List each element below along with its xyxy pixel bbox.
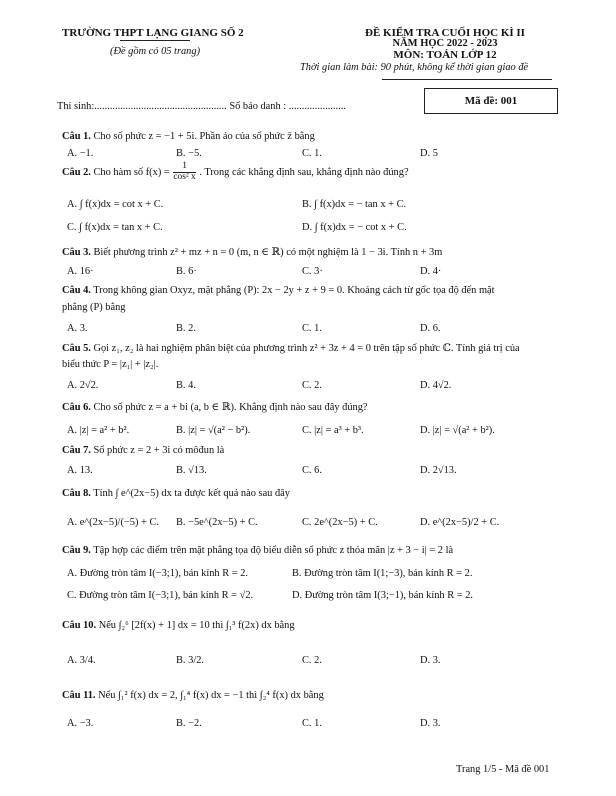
q8-number: Câu 8.: [62, 488, 91, 499]
q9-option-d: D. Đường tròn tâm I(3;−1), bán kính R = 2.: [292, 590, 473, 601]
time-underline: [382, 79, 552, 80]
q11-option-c: C. 1.: [302, 718, 322, 729]
q10-text: Nếu ∫₂⁶ [2f(x) + 1] dx = 10 thì ∫₁³ f(2x) dx bằng: [98, 620, 295, 631]
q8-option-d: D. e^(2x−5)/2 + C.: [420, 517, 500, 528]
question-5: [62, 342, 520, 354]
time-note: Thời gian làm bài: 90 phút, không kể thời gian giao đề: [300, 62, 529, 73]
question-8: [62, 488, 290, 499]
q5-option-d: D. 4√2.: [420, 380, 452, 391]
q4-text-line2: phẳng (P) bằng: [62, 302, 126, 313]
q1-number: Câu 1.: [62, 131, 91, 142]
q7-option-c: C. 6.: [302, 465, 322, 476]
school-underline: [120, 40, 190, 41]
q10-option-a: A. 3/4.: [67, 655, 96, 666]
q3-option-c: C. 3·: [302, 266, 323, 277]
question-2: [62, 162, 409, 184]
q4-option-c: C. 1.: [302, 323, 322, 334]
q3-option-a: A. 16·: [67, 266, 94, 277]
q2-text-after: . Trong các khẳng định sau, khẳng định nào đúng?: [199, 167, 409, 178]
q4-option-a: A. 3.: [67, 323, 88, 334]
q11-number: Câu 11.: [62, 690, 96, 701]
q2-option-b: B. ∫ f(x)dx = − tan x + C.: [302, 199, 407, 210]
q4-option-d: D. 6.: [420, 323, 441, 334]
q6-option-b: B. |z| = √(a² − b²).: [176, 425, 251, 436]
q8-option-c: C. 2e^(2x−5) + C.: [302, 517, 378, 528]
q5-number: Câu 5.: [62, 343, 91, 354]
q11-option-b: B. −2.: [176, 718, 202, 729]
q7-text: Số phức z = 2 + 3i có môđun là: [93, 445, 225, 456]
q10-number: Câu 10.: [62, 620, 97, 631]
q9-option-a: A. Đường tròn tâm I(−3;1), bán kính R = 2.: [67, 568, 248, 579]
q11-text: Nếu ∫₁² f(x) dx = 2, ∫₁⁴ f(x) dx = −1 thì ∫₂⁴ f(x) dx bằng: [98, 690, 324, 701]
q5-option-b: B. 4.: [176, 380, 196, 391]
q4-number: Câu 4.: [62, 285, 91, 296]
q7-option-d: D. 2√13.: [420, 465, 457, 476]
candidate-line: Thí sinh:................................................... Số báo danh : ......................: [57, 101, 346, 112]
q8-text: Tính ∫ e^(2x−5) dx ta được kết quả nào sau đây: [93, 488, 290, 499]
question-3: [62, 246, 442, 258]
q5-option-c: C. 2.: [302, 380, 322, 391]
q10-option-d: D. 3.: [420, 655, 441, 666]
question-7: [62, 445, 224, 456]
q7-number: Câu 7.: [62, 445, 91, 456]
q2-option-d: D. ∫ f(x)dx = − cot x + C.: [302, 222, 407, 233]
question-10: [62, 620, 295, 631]
q8-option-b: B. −5e^(2x−5) + C.: [176, 517, 258, 528]
q3-option-d: D. 4·: [420, 266, 442, 277]
question-11: [62, 690, 324, 701]
q5-text-line2: biểu thức P = |z₁| + |z₂|.: [62, 359, 159, 370]
q10-option-c: C. 2.: [302, 655, 322, 666]
q6-text: Cho số phức z = a + bi (a, b ∈ ℝ). Khẳng định nào sau đây đúng?: [93, 402, 368, 413]
q1-option-b: B. −5.: [176, 148, 202, 159]
q6-option-a: A. |z| = a² + b².: [67, 425, 130, 436]
q3-number: Câu 3.: [62, 247, 91, 258]
q6-option-d: D. |z| = √(a² + b²).: [420, 425, 495, 436]
q2-fraction: $\frac{1}{\text{cos² x}}$: [173, 161, 196, 183]
q2-text-before: Cho hàm số f(x) =: [93, 167, 170, 178]
q1-option-d: D. 5: [420, 148, 438, 159]
question-9: [62, 545, 453, 556]
q10-option-b: B. 3/2.: [176, 655, 205, 666]
page-footer: Trang 1/5 - Mã đề 001: [456, 764, 550, 775]
q4-text: Trong không gian Oxyz, mặt phẳng (P): 2x − 2y + z + 9 = 0. Khoảng cách từ gốc tọa độ đến mặt: [93, 285, 495, 296]
q7-option-a: A. 13.: [67, 465, 93, 476]
q2-option-c: C. ∫ f(x)dx = tan x + C.: [67, 222, 163, 233]
q9-option-b: B. Đường tròn tâm I(1;−3), bán kính R = 2.: [292, 568, 473, 579]
q1-option-c: C. 1.: [302, 148, 322, 159]
q6-option-c: C. |z| = a³ + b³.: [302, 425, 364, 436]
q2-number: Câu 2.: [62, 167, 91, 178]
q1-option-a: A. −1.: [67, 148, 94, 159]
q9-text: Tập hợp các điểm trên mặt phẳng tọa độ biểu diễn số phức z thỏa mãn |z + 3 − i| = 2 là: [93, 545, 454, 556]
subject: MÔN: TOÁN LỚP 12: [393, 49, 497, 61]
exam-code-box: [424, 88, 558, 114]
school-name: TRƯỜNG THPT LẠNG GIANG SỐ 2: [62, 27, 244, 39]
q3-option-b: B. 6·: [176, 266, 197, 277]
question-6: [62, 401, 368, 413]
exam-code: Mã đề: 001: [464, 95, 518, 107]
q2-option-a: A. ∫ f(x)dx = cot x + C.: [67, 199, 164, 210]
q5-text: Gọi z₁, z₂ là hai nghiệm phân biệt của phương trình z² + 3z + 4 = 0 trên tập số phức ℂ. Tính giá trị của: [93, 343, 520, 354]
question-1: [62, 131, 315, 142]
question-4: [62, 285, 495, 296]
q5-option-a: A. 2√2.: [67, 380, 99, 391]
q8-option-a: A. e^(2x−5)/(−5) + C.: [67, 517, 159, 528]
q3-text: Biết phương trình z² + mz + n = 0 (m, n ∈ ℝ) có một nghiệm là 1 − 3i. Tính n + 3m: [93, 247, 443, 258]
q9-number: Câu 9.: [62, 545, 91, 556]
q6-number: Câu 6.: [62, 402, 91, 413]
q11-option-d: D. 3.: [420, 718, 441, 729]
q11-option-a: A. −3.: [67, 718, 94, 729]
school-year: NĂM HỌC 2022 - 2023: [392, 38, 498, 49]
q7-option-b: B. √13.: [176, 465, 207, 476]
exam-title: ĐỀ KIỂM TRA CUỐI HỌC KÌ II: [365, 27, 525, 39]
q1-text: Cho số phức z = −1 + 5i. Phần ảo của số phức z̄ bằng: [93, 131, 315, 142]
q9-option-c: C. Đường tròn tâm I(−3;1), bán kính R = √2.: [67, 590, 254, 601]
q4-option-b: B. 2.: [176, 323, 196, 334]
page-count-note: (Đề gồm có 05 trang): [110, 46, 201, 57]
